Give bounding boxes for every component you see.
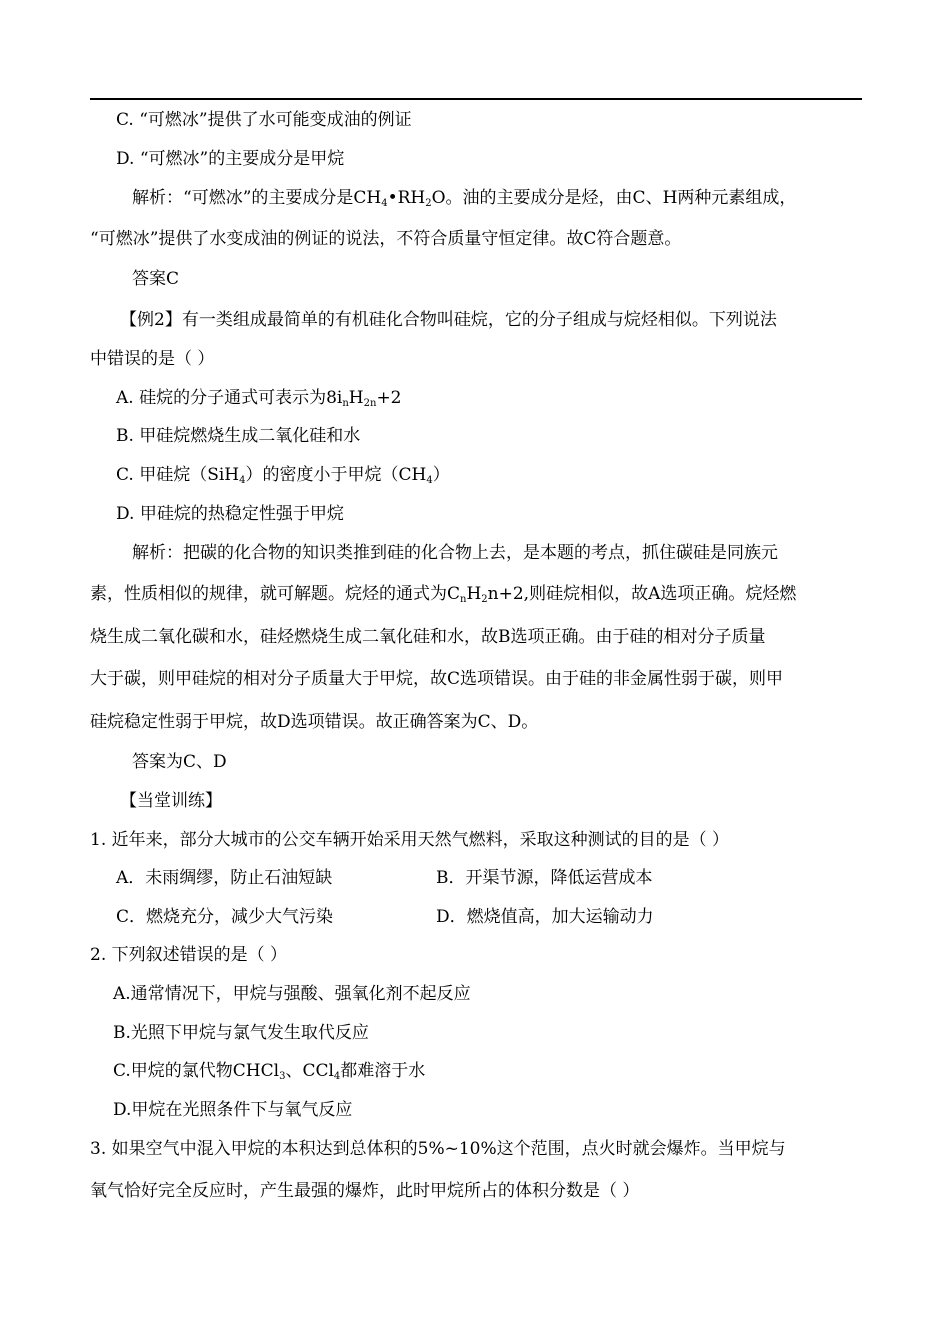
- ex1-analysis-line1: [132, 186, 796, 210]
- practice-q1-option-a: A．未雨绸缪，防止石油短缺: [116, 868, 333, 888]
- text: +2: [376, 388, 402, 408]
- ex2-analysis-line1: 解析：把碳的化合物的知识类推到硅的化合物上去，是本题的考点，抓住碳硅是同族元: [132, 543, 778, 563]
- subscript: 4: [239, 475, 246, 486]
- practice-q2-option-a: A.通常情况下，甲烷与强酸、强氧化剂不起反应: [113, 984, 471, 1004]
- subscript: 2: [481, 594, 488, 605]
- text: C. 甲硅烷（SiH: [116, 465, 240, 485]
- subscript: 3: [279, 1071, 286, 1082]
- text: 解析：“可燃冰”的主要成分是CH: [132, 188, 382, 208]
- practice-q2-option-c: [113, 1059, 425, 1083]
- ex1-analysis-line2: “可燃冰”提供了水变成油的例证的说法，不符合质量守恒定律。故C符合题意。: [90, 229, 682, 249]
- text: •RH: [387, 188, 426, 208]
- ex2-question-line1: 【例2】有一类组成最简单的有机硅化合物叫硅烷，它的分子组成与烷烃相似。下列说法: [120, 310, 777, 330]
- subscript: 4: [381, 198, 388, 209]
- ex2-option-d: D. 甲硅烷的热稳定性强于甲烷: [116, 504, 344, 524]
- subscript: 2: [425, 198, 432, 209]
- ex2-option-b: B. 甲硅烷燃烧生成二氧化硅和水: [116, 426, 361, 446]
- practice-q1: 1. 近年来，部分大城市的公交车辆开始采用天然气燃料，采取这种测试的目的是（ ）: [90, 830, 730, 850]
- text: C.甲烷的氯代物CHCl: [113, 1061, 280, 1081]
- text: A. 硅烷的分子通式可表示为8i: [116, 388, 343, 408]
- header-rule: [90, 98, 862, 100]
- ex2-analysis-line2: [90, 582, 796, 606]
- practice-q2-option-b: B.光照下甲烷与氯气发生取代反应: [113, 1023, 369, 1043]
- text: H: [466, 584, 482, 604]
- subscript: 4: [333, 1071, 341, 1082]
- text: 都难溶于水: [340, 1061, 426, 1081]
- subscript: 4: [426, 475, 433, 486]
- ex1-option-c: C. “可燃冰”提供了水可能变成油的例证: [116, 110, 412, 130]
- practice-q1-option-b: B．开渠节源，降低运营成本: [436, 868, 653, 888]
- practice-q2: 2. 下列叙述错误的是（ ）: [90, 945, 288, 965]
- text: H: [348, 388, 364, 408]
- ex2-option-c: [116, 463, 450, 487]
- subscript: n: [460, 594, 467, 605]
- ex1-option-d: D. “可燃冰”的主要成分是甲烷: [116, 149, 345, 169]
- text: 素，性质相似的规律，就可解题。烷烃的通式为C: [90, 584, 461, 604]
- ex2-question-line2: 中错误的是（ ）: [90, 349, 215, 369]
- ex1-answer: 答案C: [132, 269, 180, 289]
- practice-q1-option-d: D．燃烧值高，加大运输动力: [436, 907, 654, 927]
- practice-q3-line1: 3. 如果空气中混入甲烷的本积达到总体积的5%~10%这个范围，点火时就会爆炸。当甲烷与: [90, 1139, 786, 1159]
- text: n+2,则硅烷相似，故A选项正确。烷烃燃: [487, 584, 797, 604]
- ex2-option-a: [116, 386, 402, 410]
- ex2-analysis-line5: 硅烷稳定性弱于甲烷，故D选项错误。故正确答案为C、D。: [90, 712, 539, 732]
- practice-q1-option-c: C．燃烧充分，减少大气污染: [116, 907, 334, 927]
- ex2-analysis-line4: 大于碳，则甲硅烷的相对分子质量大于甲烷，故C选项错误。由于硅的非金属性弱于碳，则甲: [90, 669, 784, 689]
- subscript: 2n: [363, 398, 377, 409]
- practice-q2-option-d: D.甲烷在光照条件下与氧气反应: [113, 1100, 353, 1120]
- text: O。油的主要成分是烃，由C、H两种元素组成，: [431, 188, 797, 208]
- text: 、CCl: [285, 1061, 334, 1081]
- practice-q3-line2: 氧气恰好完全反应时，产生最强的爆炸，此时甲烷所占的体积分数是（ ）: [90, 1181, 640, 1201]
- text: ）的密度小于甲烷（CH: [245, 465, 427, 485]
- ex2-analysis-line3: 烧生成二氧化碳和水，硅烃燃烧生成二氧化硅和水，故B选项正确。由于硅的相对分子质量: [90, 627, 766, 647]
- practice-heading: 【当堂训练】: [120, 791, 222, 811]
- text: ）: [432, 465, 450, 485]
- subscript: n: [342, 398, 349, 409]
- ex2-answer: 答案为C、D: [132, 752, 227, 772]
